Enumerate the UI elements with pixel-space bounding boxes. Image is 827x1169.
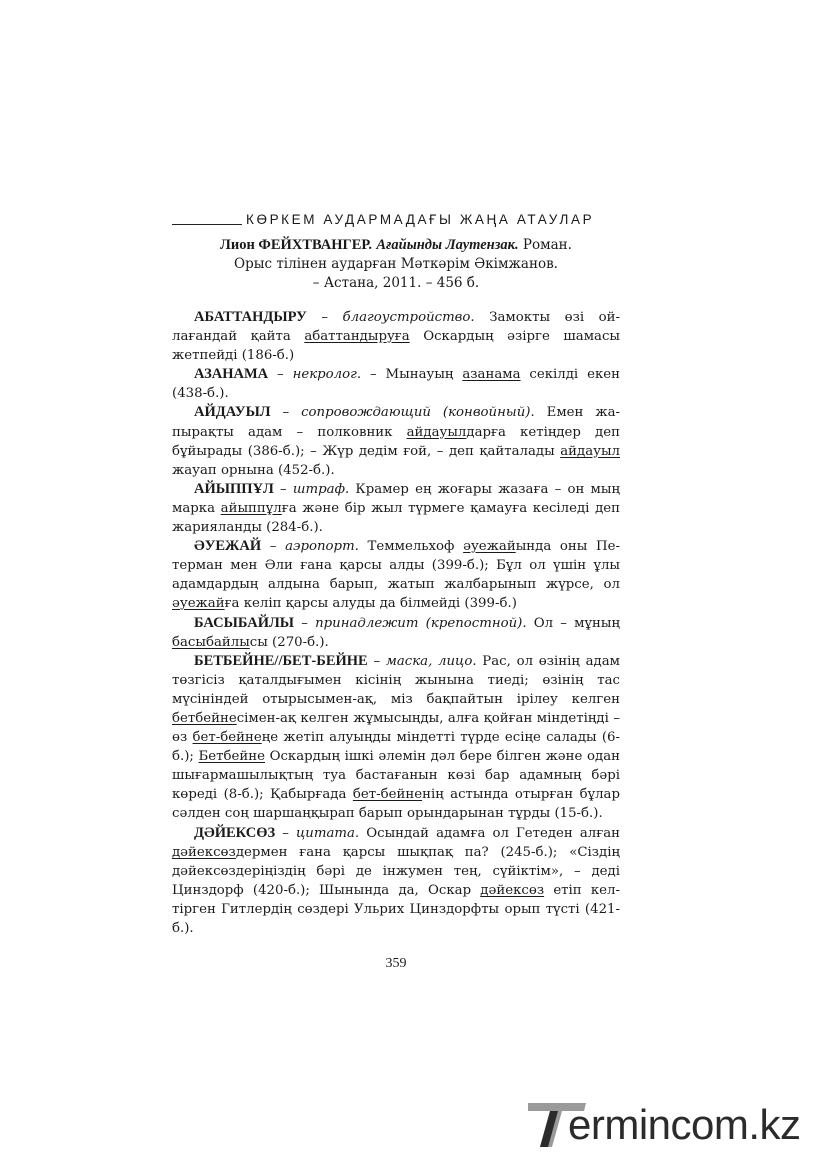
entry-headword: ӘУЕЖАЙ: [194, 538, 262, 555]
dictionary-entries: [172, 308, 620, 938]
entry-gloss: маска, лицо.: [385, 653, 477, 669]
entry-text: дермен ғана қарсы шықпақ па? (245-б.); «Сіздің дәйексөздеріңіздің бәрі де інжумен тең, сүйіктім», – деді Цинздорф (420-б.); Шынында да, Оскар: [172, 844, 620, 898]
dictionary-entry: БАСЫБАЙЛЫ – принадлежит (крепостной). Ол – мұның басыбайлысы (270-б.).: [172, 614, 620, 650]
entry-text: Рас, ол өзінің адам төзгісіз қаталдығымен кісінің жынына тиеді; өзінің тас мүсініндей отырысымен-ақ, міз бақпайтын ірілеу келген: [172, 653, 620, 707]
entry-text: Оскардың әзірге шамасы жетпейді (186-б.): [172, 329, 620, 364]
book-author: Лион ФЕЙХТВАНГЕР.: [220, 237, 373, 253]
entry-text: Ол – мұның: [526, 615, 620, 631]
entry-term-underlined: азанама: [462, 367, 521, 383]
entry-term-underlined: айыппұл: [220, 500, 282, 516]
entry-text: нің астында отырған бұлар сәлден соң шаршаңқырап барып орындарынан тұрды (15-б.).: [172, 787, 620, 822]
dictionary-entry: АЙДАУЫЛ – сопровождающий (конвойный). Емен жапырақты адам – полковник айдауылдарға кетіңдер деп бұйырады (386-б.); – Жүр дедім ғой, – деп қайталады айдауыл жауап орнына (452-б.).: [172, 404, 620, 478]
entry-text: Осындай адамға ол Гетеден алған: [359, 825, 620, 841]
book-info: [172, 236, 620, 293]
entry-text: сы (270-б.).: [249, 634, 329, 650]
entry-gloss: сопровождающий (конвойный).: [301, 405, 535, 421]
entry-term-underlined: абаттандыруға: [304, 329, 410, 345]
entry-gloss: некролог.: [292, 367, 362, 383]
running-head: [172, 212, 620, 227]
entry-headword: БЕТБЕЙНЕ//БЕТ-БЕЙНЕ: [194, 652, 368, 669]
entry-text: Теммельхоф: [358, 539, 464, 555]
entry-term-underlined: бет-бейне: [352, 787, 423, 803]
entry-gloss: благоустройство.: [342, 310, 475, 325]
book-genre: Роман.: [522, 237, 572, 253]
entry-text: ға және бір жыл түрмеге қамауға кесіледі деп жарияланды (284-б.).: [172, 500, 620, 536]
entry-gloss: аэропорт.: [285, 539, 359, 555]
entry-text: Оскардың ішкі әлемін дәл бере білген және одан шығармашылықтың туа бастағанын көзі бар адамның бәрі көреді (8-б.); Қабырғада: [172, 749, 620, 803]
entry-headword: БАСЫБАЙЛЫ: [194, 614, 295, 631]
entry-text: етіп келтірген Гитлердің сөздері Ульрих Цинздорфты орып түсті (421-б.).: [172, 882, 620, 936]
entry-term-underlined: дәйексөз: [480, 882, 545, 898]
entry-term-underlined: бет-бейне: [192, 730, 262, 746]
entry-text: – Мынауың: [361, 367, 463, 383]
entry-headword: ДӘЙЕКСӨЗ: [194, 824, 276, 841]
entry-term-underlined: әуежай: [463, 539, 516, 555]
entry-gloss: принадлежит (крепостной).: [315, 615, 527, 631]
page-number: 359: [385, 956, 407, 971]
entry-term-underlined: айдауыл: [406, 424, 467, 440]
entry-term-underlined: әуежай: [172, 596, 225, 612]
entry-text: ға келіп қарсы алуды да білмейді (399-б.): [224, 596, 517, 612]
entry-text: секілді екен (438-б.).: [172, 367, 620, 402]
entry-term-underlined: басыбайлы: [172, 634, 250, 650]
dictionary-entry: БЕТБЕЙНЕ//БЕТ-БЕЙНЕ – маска, лицо. Рас, ол өзінің адам төзгісіз қаталдығымен кісінің жынына тиеді; өзінің тас мүсініндей отырысымен-ақ, міз бақпайтын ірілеу келген бетбейнесімен-ақ келген жұмысыңды, алға қойған міндетіңді – өз бет-бейнеңе жетіп алуыңды міндетті түрде есіңе салады (6-б.); Бетбейне Оскардың ішкі әлемін дәл бере білген және одан шығармашылықтың туа бастағанын көзі бар адамның бәрі көреді (8-б.); Қабырғада бет-бейненің астында отырған бұлар сәлден соң шаршаңқырап барып орындарынан тұрды (15-б.).: [172, 652, 621, 822]
entry-headword: АЙЫППҰЛ: [194, 480, 274, 497]
dictionary-entry: АЙЫППҰЛ – штраф. Крамер ең жоғары жазаға – он мың марка айыппұлға және бір жыл түрмеге қамауға кесіледі деп жарияланды (284-б.).: [172, 480, 620, 536]
entry-headword: АБАТТАНДЫРУ: [194, 309, 307, 325]
entry-term-underlined: дәйексөз: [172, 844, 236, 860]
entry-text: ында оны Петерман мен Әли ғана қарсы алды (399-б.); Бұл ол үшін ұлы адамдардың алдына барып, жатып жалбарынып жүрсе, ол: [172, 539, 620, 593]
entry-text: Емен жапырақты адам – полковник: [172, 405, 620, 440]
entry-text: дарға кетіңдер деп бұйырады (386-б.); – Жүр дедім ғой, – деп қайталады: [172, 424, 620, 459]
book-line-1: [172, 236, 620, 255]
entry-text: Замокты өзі ойлағандай қайта: [172, 310, 620, 345]
entry-gloss: штраф.: [292, 481, 350, 497]
book-title: Ағайынды Лаутензак.: [376, 237, 519, 253]
entry-term-underlined: айдауыл: [560, 443, 620, 459]
entry-gloss: цитата.: [296, 825, 360, 841]
termincom-logo: [528, 1097, 810, 1153]
book-publication: – Астана, 2011. – 456 б.: [312, 275, 480, 291]
entry-text: ңе жетіп алуыңды міндетті түрде есіңе салады (6-б.);: [172, 730, 621, 765]
running-head-rule: [172, 224, 242, 225]
entry-headword: АЙДАУЫЛ: [194, 404, 271, 421]
dictionary-entry: АБАТТАНДЫРУ – благоустройство. Замокты өзі ойлағандай қайта абаттандыруға Оскардың әзірге шамасы жетпейді (186-б.): [172, 309, 620, 364]
dictionary-entry: АЗАНАМА – некролог. – Мынауың азанама секілді екен (438-б.).: [172, 366, 620, 402]
dictionary-entry: ӘУЕЖАЙ – аэропорт. Теммельхоф әуежайында оны Петерман мен Әли ғана қарсы алды (399-б.); Бұл ол үшін ұлы адамдардың алдына барып, жатып жалбарынып жүрсе, ол әуежайға келіп қарсы алуды да білмейді (399-б.): [172, 538, 620, 612]
logo-text: ermincom.kz: [568, 1101, 801, 1148]
entry-term-underlined: бетбейне: [172, 710, 237, 726]
dictionary-entry: ДӘЙЕКСӨЗ – цитата. Осындай адамға ол Гетеден алған дәйексөздермен ғана қарсы шықпақ па? (245-б.); «Сіздің дәйексөздеріңіздің бәрі де інжумен тең, сүйіктім», – деді Цинздорф (420-б.); Шынында да, Оскар дәйексөз етіп келтірген Гитлердің сөздері Ульрих Цинздорфты орып түсті (421-б.).: [172, 824, 620, 936]
entry-text: жауап орнына (452-б.).: [172, 462, 335, 478]
entry-text: Крамер ең жоғары жазаға – он мың марка: [172, 481, 620, 516]
running-head-text: КӨРКЕМ АУДАРМАДАҒЫ ЖАҢА АТАУЛАР: [246, 212, 595, 227]
entry-headword: АЗАНАМА: [194, 366, 269, 383]
entry-term-underlined: Бетбейне: [198, 749, 265, 765]
book-translation: Орыс тілінен аударған Мәткәрім Әкімжанов.: [234, 256, 558, 272]
entry-text: сімен-ақ келген жұмысыңды, алға қойған міндетіңді – өз: [172, 710, 620, 746]
